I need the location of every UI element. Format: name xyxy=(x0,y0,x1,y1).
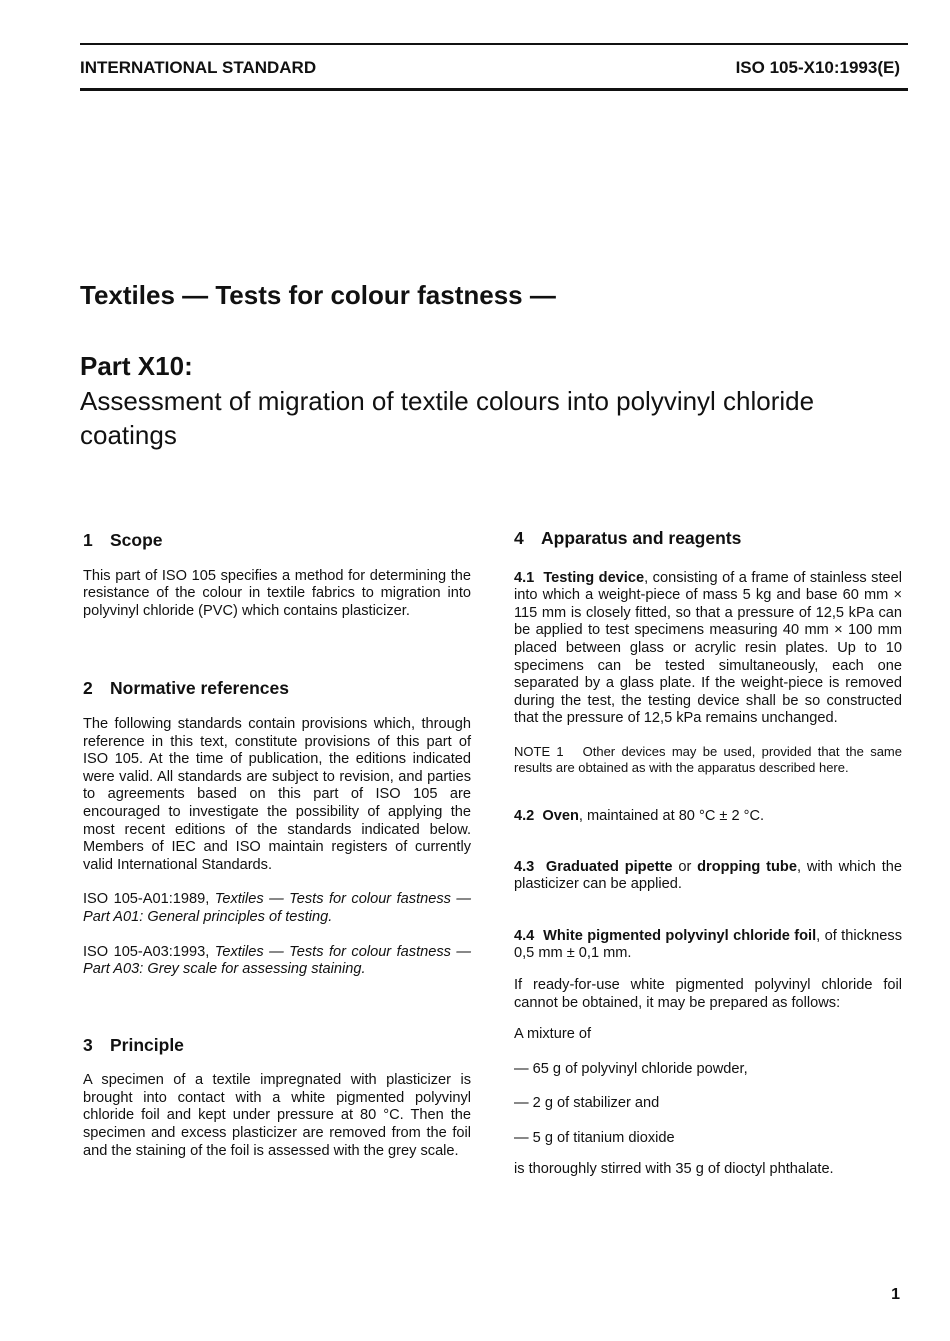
clause-4-1 xyxy=(514,570,902,728)
section-number: 3 xyxy=(83,1034,93,1055)
mixture-intro: A mixture of xyxy=(514,1026,592,1043)
clause-text: , with which the plasticizer can be applied. xyxy=(514,858,902,893)
clause-text: , consisting of a frame of stainless steel into which a weight-piece of mass 5 kg and base 60 mm × 115 mm is closely fitted, so that a pressure of 12,5 kPa can be applied to test specimens measuring 40 mm × 100 mm placed between glass or acrylic resin plates. Up to 10 specimens can be tested simultaneously, each one separated by a glass plate. If the weight-piece is removed during the test, the testing device shall be so constructed that the pressure of 12,5 kPa remains unchanged. xyxy=(514,569,903,727)
section-heading-normative-references xyxy=(83,680,471,698)
normative-paragraph: The following standards contain provisions which, through reference in this text, constitute provisions of this part of ISO 105. At the time of publication, the editions indicated were valid. All standards are subject to revision, and parties to agreements based on this part of ISO 105 are encouraged to investigate the possibility of applying the most recent editions of the standards indicated below. Members of IEC and ISO maintain registers of currently valid International Standards. xyxy=(83,715,471,873)
clause-number: 4.2 xyxy=(514,807,535,824)
note-text: Other devices may be used, provided that the same results are obtained as with the apparatus described here. xyxy=(514,743,902,775)
clause-term: Testing device xyxy=(543,569,645,586)
clause-4-4 xyxy=(514,928,902,963)
section-heading-scope xyxy=(83,532,471,550)
clause-4-4-paragraph: If ready-for-use white pigmented polyvinyl chloride foil cannot be obtained, it may be prepared as follows: xyxy=(514,976,902,1011)
clause-number: 4.1 xyxy=(514,569,535,586)
clause-term: dropping tube xyxy=(697,858,797,875)
subtitle: Assessment of migration of textile colours into polyvinyl chloride coatings xyxy=(80,386,815,450)
clause-term: White pigmented polyvinyl chloride foil xyxy=(543,927,817,944)
header-bottom-rule xyxy=(80,88,908,91)
left-column xyxy=(83,530,471,1160)
right-column xyxy=(514,530,902,1179)
section-title: Scope xyxy=(110,530,163,550)
header-document-id: ISO 105-X10:1993(E) xyxy=(735,58,900,77)
title-block xyxy=(80,280,900,452)
reference-title: Textiles — Tests for colour fastness — Part A01: General principles of testing. xyxy=(83,891,471,925)
note-label: NOTE 1 xyxy=(514,743,564,759)
header-top-rule xyxy=(80,43,908,45)
section-heading-apparatus xyxy=(514,530,902,548)
clause-number: 4.4 xyxy=(514,927,535,944)
reference-code: ISO 105-A01:1989, xyxy=(83,891,210,908)
reference-item xyxy=(83,944,471,979)
reference-code: ISO 105-A03:1993, xyxy=(83,943,210,960)
clause-term: Graduated pipette xyxy=(545,858,673,875)
mixture-item: — 2 g of stabilizer and xyxy=(514,1095,660,1112)
clause-connector: or xyxy=(672,858,698,875)
section-number: 2 xyxy=(83,678,93,699)
section-number: 1 xyxy=(83,530,93,550)
page-number: 1 xyxy=(891,1286,900,1303)
main-title: Textiles — Tests for colour fastness — xyxy=(80,280,556,310)
mixture-item: — 65 g of polyvinyl chloride powder, xyxy=(514,1060,748,1077)
header-standard-type: INTERNATIONAL STANDARD xyxy=(80,58,317,77)
principle-paragraph: A specimen of a textile impregnated with plasticizer is brought into contact with a white pigmented polyvinyl chloride foil and kept under pressure at 80 °C. Then the specimen and excess plasticizer are removed from the foil and the staining of the foil is assessed with the grey scale. xyxy=(83,1072,471,1159)
clause-text: , of thickness 0,5 mm ± 0,1 mm. xyxy=(514,927,903,962)
mixture-item: — 5 g of titanium dioxide xyxy=(514,1129,675,1146)
reference-title: Textiles — Tests for colour fastness — Part A03: Grey scale for assessing staining. xyxy=(83,943,471,978)
reference-item xyxy=(83,891,471,926)
section-heading-principle xyxy=(83,1034,471,1055)
section-title: Normative references xyxy=(110,678,289,699)
clause-4-2 xyxy=(514,808,902,826)
section-title: Principle xyxy=(110,1034,184,1055)
section-number: 4 xyxy=(514,528,524,548)
clause-number: 4.3 xyxy=(514,858,535,875)
scope-paragraph: This part of ISO 105 specifies a method for determining the resistance of the colour in textile fabrics to migration into polyvinyl chloride (PVC) which contains plasticizer. xyxy=(83,567,471,619)
note-1 xyxy=(514,744,902,776)
part-title: Part X10: xyxy=(80,351,193,381)
clause-4-3 xyxy=(514,859,902,894)
clause-term: Oven xyxy=(542,807,579,824)
mixture-end: is thoroughly stirred with 35 g of dioctyl phthalate. xyxy=(514,1161,834,1178)
clause-text: , maintained at 80 °C ± 2 °C. xyxy=(578,807,765,824)
section-title: Apparatus and reagents xyxy=(541,528,742,548)
